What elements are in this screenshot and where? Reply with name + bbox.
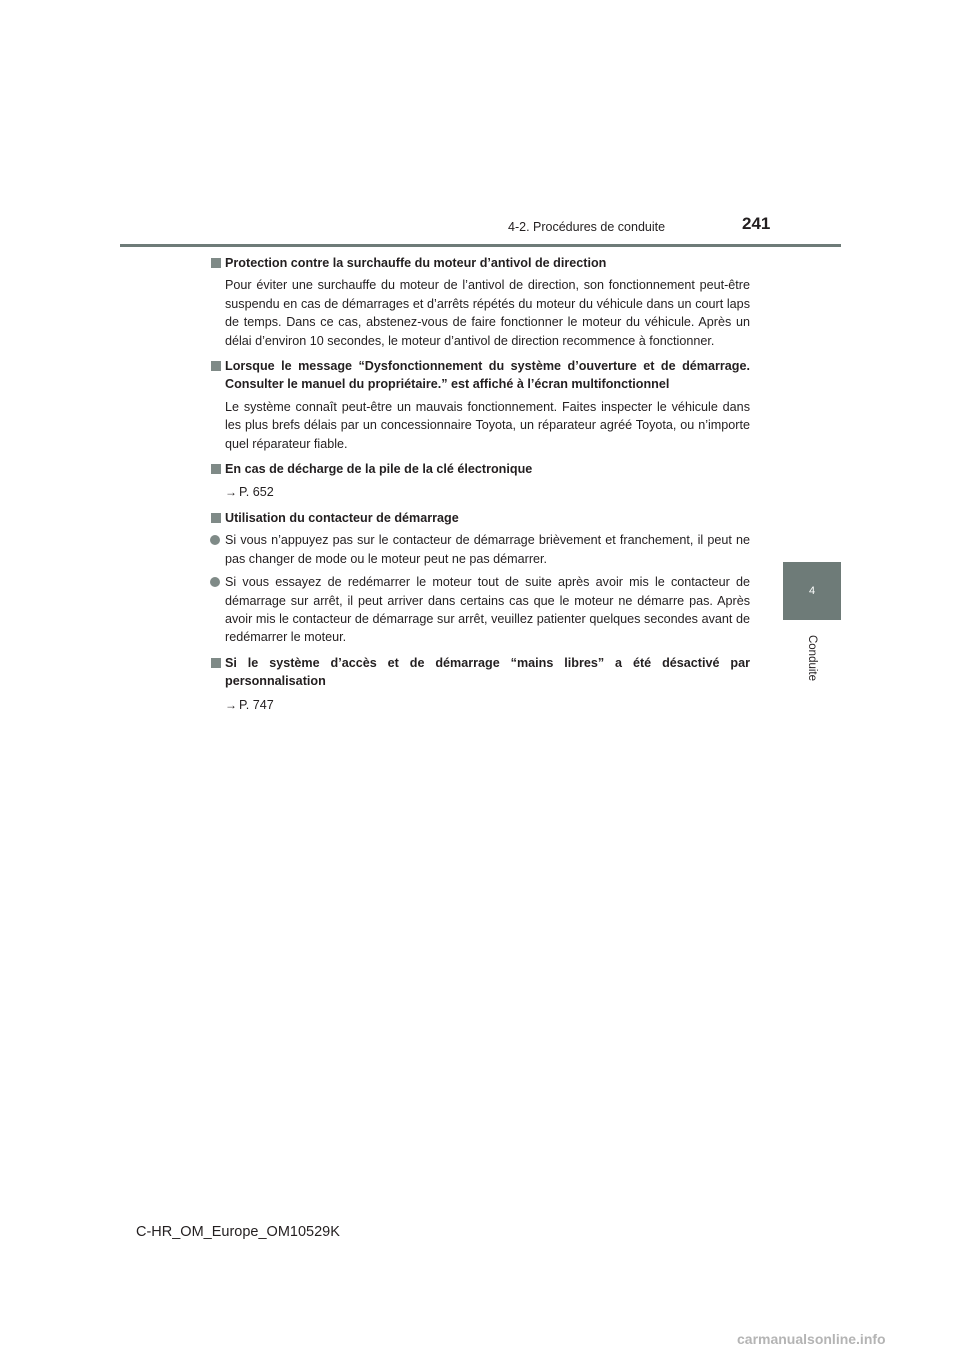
arrow-right-icon: →: [225, 697, 237, 712]
footer-doc-id: C-HR_OM_Europe_OM10529K: [136, 1224, 340, 1240]
square-bullet-icon: [211, 361, 221, 371]
section-steering-lock-overheat: [210, 254, 750, 350]
page-reference-link[interactable]: → P. 652: [210, 483, 750, 501]
section-heading: Utilisation du contacteur de démarrage: [210, 509, 750, 527]
watermark-link[interactable]: carmanualsonline.info: [737, 1331, 886, 1347]
section-start-switch-usage: [210, 509, 750, 647]
section-key-battery-discharge: [210, 460, 750, 502]
list-item: Si vous essayez de redémarrer le moteur tout de suite après avoir mis le contacteur de démarrage sur arrêt, il peut arriver dans certains cas que le moteur ne démarre pas. Après avoir mis le contacteur de démarrage sur arrêt, veuillez patienter quelques secondes avant de redémarrer le moteur.: [210, 573, 750, 647]
section-hands-free-disabled: [210, 654, 750, 714]
section-heading: Lorsque le message “Dysfonctionnement du système d’ouverture et de démarrage. Consulter le manuel du propriétaire.” est affiché à l’écran multifonctionnel: [210, 357, 750, 394]
section-heading: Protection contre la surchauffe du moteur d’antivol de direction: [210, 254, 750, 272]
section-heading: Si le système d’accès et de démarrage “mains libres” a été désactivé par personnalisation: [210, 654, 750, 691]
arrow-right-icon: →: [225, 485, 237, 500]
circle-bullet-icon: [210, 535, 220, 545]
circle-bullet-icon: [210, 577, 220, 587]
section-malfunction-message: [210, 357, 750, 453]
section-heading: En cas de décharge de la pile de la clé électronique: [210, 460, 750, 478]
page-reference-link[interactable]: → P. 747: [210, 696, 750, 714]
square-bullet-icon: [211, 258, 221, 268]
main-content: [210, 254, 750, 721]
chapter-label: Conduite: [805, 634, 818, 682]
header-rule: [120, 244, 841, 247]
square-bullet-icon: [211, 658, 221, 668]
section-text: Le système connaît peut-être un mauvais fonctionnement. Faites inspecter le véhicule dans les plus brefs délais par un concessionnaire Toyota, un réparateur agréé Toyota, ou n’importe quel réparateur fiable.: [225, 399, 750, 451]
square-bullet-icon: [211, 464, 221, 474]
header-section-title: 4-2. Procédures de conduite: [508, 220, 666, 234]
chapter-tab[interactable]: 4: [783, 562, 841, 620]
page-number: 241: [742, 214, 771, 233]
square-bullet-icon: [211, 513, 221, 523]
list-item: Si vous n’appuyez pas sur le contacteur de démarrage brièvement et franchement, il peut ne pas changer de mode ou le moteur peut ne pas démarrer.: [210, 531, 750, 568]
section-text: Pour éviter une surchauffe du moteur de l’antivol de direction, son fonctionnement peut-être suspendu en cas de démarrages et d’arrêts répétés du moteur du véhicule dans un court laps de temps. Dans ce cas, abstenez-vous de faire fonctionner le moteur du véhicule. Après un délai d’environ 10 secondes, le moteur d’antivol de direction recommence à fonctionner.: [225, 278, 750, 348]
